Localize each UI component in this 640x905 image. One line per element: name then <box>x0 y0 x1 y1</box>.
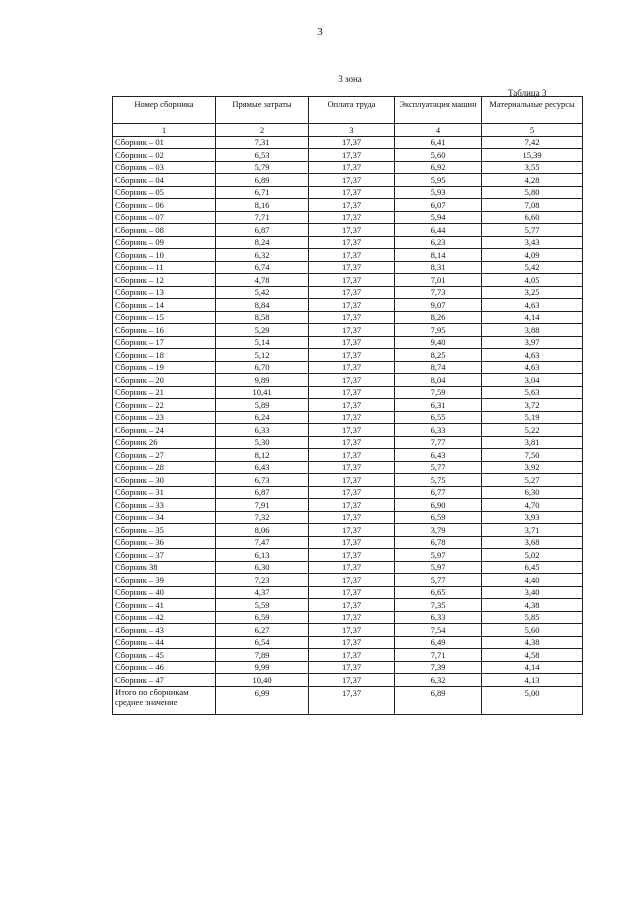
direct-costs-cell: 5,12 <box>216 349 309 362</box>
header-collection-number: Номер сборника <box>113 97 216 124</box>
labor-payment-cell: 17,37 <box>309 336 395 349</box>
machine-operation-cell: 8,25 <box>395 349 482 362</box>
material-resources-cell: 4,70 <box>482 499 583 512</box>
machine-operation-cell: 6,55 <box>395 411 482 424</box>
table-row <box>113 286 583 299</box>
labor-payment-cell: 17,37 <box>309 524 395 537</box>
labor-payment-cell: 17,37 <box>309 499 395 512</box>
table-row <box>113 336 583 349</box>
collection-name-cell: Сборник – 44 <box>113 636 216 649</box>
table-row <box>113 411 583 424</box>
direct-costs-cell: 6,74 <box>216 261 309 274</box>
material-resources-cell: 5,19 <box>482 411 583 424</box>
collection-name-cell: Сборник – 17 <box>113 336 216 349</box>
collection-name-cell: Сборник – 24 <box>113 424 216 437</box>
machine-operation-cell: 8,74 <box>395 361 482 374</box>
machine-operation-cell: 6,49 <box>395 636 482 649</box>
material-resources-cell: 5,60 <box>482 624 583 637</box>
machine-operation-cell: 5,60 <box>395 149 482 162</box>
total-material-resources: 5,00 <box>482 686 583 714</box>
material-resources-cell: 15,39 <box>482 149 583 162</box>
table-row <box>113 174 583 187</box>
total-label: Итого по сборникам среднее значение <box>113 686 216 714</box>
material-resources-cell: 4,09 <box>482 249 583 262</box>
collection-name-cell: Сборник – 36 <box>113 536 216 549</box>
collection-name-cell: Сборник – 46 <box>113 661 216 674</box>
material-resources-cell: 7,50 <box>482 449 583 462</box>
labor-payment-cell: 17,37 <box>309 161 395 174</box>
material-resources-cell: 6,45 <box>482 561 583 574</box>
table-row <box>113 186 583 199</box>
labor-payment-cell: 17,37 <box>309 661 395 674</box>
table-row <box>113 311 583 324</box>
direct-costs-cell: 5,14 <box>216 336 309 349</box>
material-resources-cell: 3,68 <box>482 536 583 549</box>
machine-operation-cell: 7,39 <box>395 661 482 674</box>
machine-operation-cell: 7,73 <box>395 286 482 299</box>
table-row <box>113 561 583 574</box>
table-row <box>113 374 583 387</box>
material-resources-cell: 4,58 <box>482 649 583 662</box>
table-row <box>113 536 583 549</box>
total-row <box>113 686 583 714</box>
labor-payment-cell: 17,37 <box>309 424 395 437</box>
material-resources-cell: 3,81 <box>482 436 583 449</box>
table-row <box>113 436 583 449</box>
labor-payment-cell: 17,37 <box>309 436 395 449</box>
direct-costs-cell: 8,58 <box>216 311 309 324</box>
collection-name-cell: Сборник – 35 <box>113 524 216 537</box>
table-row <box>113 161 583 174</box>
table-row <box>113 386 583 399</box>
table-row <box>113 261 583 274</box>
material-resources-cell: 3,25 <box>482 286 583 299</box>
direct-costs-cell: 6,89 <box>216 174 309 187</box>
labor-payment-cell: 17,37 <box>309 199 395 212</box>
direct-costs-cell: 6,32 <box>216 249 309 262</box>
table-row <box>113 674 583 687</box>
direct-costs-cell: 6,43 <box>216 461 309 474</box>
labor-payment-cell: 17,37 <box>309 361 395 374</box>
collection-name-cell: Сборник – 45 <box>113 649 216 662</box>
table-row <box>113 486 583 499</box>
direct-costs-cell: 6,13 <box>216 549 309 562</box>
material-resources-cell: 4,05 <box>482 274 583 287</box>
labor-payment-cell: 17,37 <box>309 149 395 162</box>
machine-operation-cell: 5,95 <box>395 174 482 187</box>
machine-operation-cell: 7,35 <box>395 599 482 612</box>
collection-name-cell: Сборник – 03 <box>113 161 216 174</box>
collection-name-cell: Сборник – 34 <box>113 511 216 524</box>
table-row <box>113 211 583 224</box>
header-direct-costs: Прямые затраты <box>216 97 309 124</box>
collection-name-cell: Сборник – 23 <box>113 411 216 424</box>
header-machine-operation: Эксплуатация машин <box>395 97 482 124</box>
material-resources-cell: 7,08 <box>482 199 583 212</box>
material-resources-cell: 5,63 <box>482 386 583 399</box>
material-resources-cell: 4,13 <box>482 674 583 687</box>
direct-costs-cell: 6,53 <box>216 149 309 162</box>
direct-costs-cell: 5,79 <box>216 161 309 174</box>
labor-payment-cell: 17,37 <box>309 674 395 687</box>
header-labor-payment: Оплата труда <box>309 97 395 124</box>
table-row <box>113 649 583 662</box>
labor-payment-cell: 17,37 <box>309 611 395 624</box>
total-direct-costs: 6,99 <box>216 686 309 714</box>
table-row <box>113 236 583 249</box>
machine-operation-cell: 6,33 <box>395 424 482 437</box>
material-resources-cell: 3,71 <box>482 524 583 537</box>
labor-payment-cell: 17,37 <box>309 624 395 637</box>
collection-name-cell: Сборник – 14 <box>113 299 216 312</box>
labor-payment-cell: 17,37 <box>309 386 395 399</box>
machine-operation-cell: 5,97 <box>395 561 482 574</box>
machine-operation-cell: 6,33 <box>395 611 482 624</box>
labor-payment-cell: 17,37 <box>309 474 395 487</box>
zone-title: 3 зона <box>338 74 362 84</box>
collection-name-cell: Сборник – 21 <box>113 386 216 399</box>
direct-costs-cell: 6,33 <box>216 424 309 437</box>
material-resources-cell: 4,14 <box>482 661 583 674</box>
data-table <box>112 96 583 715</box>
table-row <box>113 661 583 674</box>
direct-costs-cell: 9,99 <box>216 661 309 674</box>
collection-name-cell: Сборник – 08 <box>113 224 216 237</box>
table-row <box>113 586 583 599</box>
collection-name-cell: Сборник 38 <box>113 561 216 574</box>
table-row <box>113 399 583 412</box>
labor-payment-cell: 17,37 <box>309 399 395 412</box>
material-resources-cell: 3,04 <box>482 374 583 387</box>
table-row <box>113 249 583 262</box>
direct-costs-cell: 7,47 <box>216 536 309 549</box>
machine-operation-cell: 5,77 <box>395 461 482 474</box>
table-row <box>113 636 583 649</box>
column-number: 3 <box>309 124 395 137</box>
direct-costs-cell: 8,12 <box>216 449 309 462</box>
labor-payment-cell: 17,37 <box>309 211 395 224</box>
collection-name-cell: Сборник – 15 <box>113 311 216 324</box>
machine-operation-cell: 6,23 <box>395 236 482 249</box>
table-row <box>113 574 583 587</box>
direct-costs-cell: 7,89 <box>216 649 309 662</box>
direct-costs-cell: 9,89 <box>216 374 309 387</box>
collection-name-cell: Сборник – 06 <box>113 199 216 212</box>
labor-payment-cell: 17,37 <box>309 324 395 337</box>
machine-operation-cell: 6,59 <box>395 511 482 524</box>
table-row <box>113 274 583 287</box>
collection-name-cell: Сборник – 05 <box>113 186 216 199</box>
direct-costs-cell: 6,27 <box>216 624 309 637</box>
collection-name-cell: Сборник – 28 <box>113 461 216 474</box>
collection-name-cell: Сборник – 09 <box>113 236 216 249</box>
material-resources-cell: 3,93 <box>482 511 583 524</box>
table-row <box>113 624 583 637</box>
direct-costs-cell: 5,42 <box>216 286 309 299</box>
machine-operation-cell: 6,92 <box>395 161 482 174</box>
material-resources-cell: 7,42 <box>482 136 583 149</box>
machine-operation-cell: 8,26 <box>395 311 482 324</box>
labor-payment-cell: 17,37 <box>309 536 395 549</box>
machine-operation-cell: 6,41 <box>395 136 482 149</box>
material-resources-cell: 3,88 <box>482 324 583 337</box>
table-row <box>113 511 583 524</box>
machine-operation-cell: 6,65 <box>395 586 482 599</box>
collection-name-cell: Сборник – 27 <box>113 449 216 462</box>
collection-name-cell: Сборник – 01 <box>113 136 216 149</box>
machine-operation-cell: 5,93 <box>395 186 482 199</box>
collection-name-cell: Сборник – 40 <box>113 586 216 599</box>
material-resources-cell: 4,40 <box>482 574 583 587</box>
direct-costs-cell: 7,91 <box>216 499 309 512</box>
machine-operation-cell: 5,97 <box>395 549 482 562</box>
table-row <box>113 449 583 462</box>
material-resources-cell: 5,80 <box>482 186 583 199</box>
labor-payment-cell: 17,37 <box>309 574 395 587</box>
machine-operation-cell: 8,14 <box>395 249 482 262</box>
table-row <box>113 474 583 487</box>
material-resources-cell: 6,30 <box>482 486 583 499</box>
machine-operation-cell: 8,31 <box>395 261 482 274</box>
labor-payment-cell: 17,37 <box>309 286 395 299</box>
machine-operation-cell: 7,01 <box>395 274 482 287</box>
labor-payment-cell: 17,37 <box>309 599 395 612</box>
direct-costs-cell: 6,71 <box>216 186 309 199</box>
table-row <box>113 149 583 162</box>
column-number: 2 <box>216 124 309 137</box>
direct-costs-cell: 6,87 <box>216 486 309 499</box>
collection-name-cell: Сборник – 37 <box>113 549 216 562</box>
material-resources-cell: 5,27 <box>482 474 583 487</box>
table-row <box>113 461 583 474</box>
table-row <box>113 299 583 312</box>
labor-payment-cell: 17,37 <box>309 411 395 424</box>
page-number: 3 <box>317 26 323 38</box>
direct-costs-cell: 5,29 <box>216 324 309 337</box>
column-number: 5 <box>482 124 583 137</box>
material-resources-cell: 3,92 <box>482 461 583 474</box>
labor-payment-cell: 17,37 <box>309 461 395 474</box>
collection-name-cell: Сборник – 20 <box>113 374 216 387</box>
direct-costs-cell: 8,84 <box>216 299 309 312</box>
collection-name-cell: Сборник – 16 <box>113 324 216 337</box>
collection-name-cell: Сборник – 30 <box>113 474 216 487</box>
collection-name-cell: Сборник – 41 <box>113 599 216 612</box>
direct-costs-cell: 8,06 <box>216 524 309 537</box>
column-number-row <box>113 124 583 137</box>
direct-costs-cell: 7,31 <box>216 136 309 149</box>
header-material-resources: Материальные ресурсы <box>482 97 583 124</box>
table-row <box>113 324 583 337</box>
labor-payment-cell: 17,37 <box>309 636 395 649</box>
material-resources-cell: 4,63 <box>482 299 583 312</box>
material-resources-cell: 4,28 <box>482 174 583 187</box>
direct-costs-cell: 6,54 <box>216 636 309 649</box>
table-row <box>113 349 583 362</box>
labor-payment-cell: 17,37 <box>309 561 395 574</box>
direct-costs-cell: 6,30 <box>216 561 309 574</box>
machine-operation-cell: 5,94 <box>395 211 482 224</box>
collection-name-cell: Сборник – 42 <box>113 611 216 624</box>
labor-payment-cell: 17,37 <box>309 236 395 249</box>
machine-operation-cell: 6,43 <box>395 449 482 462</box>
collection-name-cell: Сборник – 13 <box>113 286 216 299</box>
direct-costs-cell: 5,59 <box>216 599 309 612</box>
labor-payment-cell: 17,37 <box>309 136 395 149</box>
column-number: 1 <box>113 124 216 137</box>
table-row <box>113 524 583 537</box>
material-resources-cell: 4,38 <box>482 636 583 649</box>
labor-payment-cell: 17,37 <box>309 186 395 199</box>
table-row <box>113 499 583 512</box>
collection-name-cell: Сборник – 39 <box>113 574 216 587</box>
labor-payment-cell: 17,37 <box>309 274 395 287</box>
machine-operation-cell: 7,95 <box>395 324 482 337</box>
machine-operation-cell: 6,32 <box>395 674 482 687</box>
collection-name-cell: Сборник – 07 <box>113 211 216 224</box>
direct-costs-cell: 6,87 <box>216 224 309 237</box>
table-row <box>113 361 583 374</box>
material-resources-cell: 4,14 <box>482 311 583 324</box>
labor-payment-cell: 17,37 <box>309 549 395 562</box>
table-row <box>113 424 583 437</box>
collection-name-cell: Сборник – 47 <box>113 674 216 687</box>
direct-costs-cell: 8,16 <box>216 199 309 212</box>
collection-name-cell: Сборник – 22 <box>113 399 216 412</box>
material-resources-cell: 3,72 <box>482 399 583 412</box>
labor-payment-cell: 17,37 <box>309 349 395 362</box>
labor-payment-cell: 17,37 <box>309 174 395 187</box>
collection-name-cell: Сборник – 02 <box>113 149 216 162</box>
labor-payment-cell: 17,37 <box>309 311 395 324</box>
collection-name-cell: Сборник – 31 <box>113 486 216 499</box>
machine-operation-cell: 5,75 <box>395 474 482 487</box>
table-caption: Таблица 3 <box>508 88 547 98</box>
collection-name-cell: Сборник – 10 <box>113 249 216 262</box>
machine-operation-cell: 5,77 <box>395 574 482 587</box>
machine-operation-cell: 6,78 <box>395 536 482 549</box>
table-body <box>113 136 583 686</box>
machine-operation-cell: 9,40 <box>395 336 482 349</box>
machine-operation-cell: 9,07 <box>395 299 482 312</box>
direct-costs-cell: 10,40 <box>216 674 309 687</box>
table-row <box>113 136 583 149</box>
material-resources-cell: 5,02 <box>482 549 583 562</box>
direct-costs-cell: 8,24 <box>216 236 309 249</box>
machine-operation-cell: 8,04 <box>395 374 482 387</box>
collection-name-cell: Сборник – 04 <box>113 174 216 187</box>
labor-payment-cell: 17,37 <box>309 249 395 262</box>
table-row <box>113 599 583 612</box>
direct-costs-cell: 6,70 <box>216 361 309 374</box>
collection-name-cell: Сборник – 19 <box>113 361 216 374</box>
collection-name-cell: Сборник 26 <box>113 436 216 449</box>
machine-operation-cell: 6,31 <box>395 399 482 412</box>
machine-operation-cell: 3,79 <box>395 524 482 537</box>
labor-payment-cell: 17,37 <box>309 649 395 662</box>
labor-payment-cell: 17,37 <box>309 586 395 599</box>
material-resources-cell: 3,40 <box>482 586 583 599</box>
machine-operation-cell: 6,77 <box>395 486 482 499</box>
table-row <box>113 224 583 237</box>
direct-costs-cell: 4,78 <box>216 274 309 287</box>
labor-payment-cell: 17,37 <box>309 449 395 462</box>
material-resources-cell: 6,60 <box>482 211 583 224</box>
collection-name-cell: Сборник – 33 <box>113 499 216 512</box>
table-row <box>113 611 583 624</box>
material-resources-cell: 5,42 <box>482 261 583 274</box>
direct-costs-cell: 7,71 <box>216 211 309 224</box>
collection-name-cell: Сборник – 11 <box>113 261 216 274</box>
collection-name-cell: Сборник – 18 <box>113 349 216 362</box>
material-resources-cell: 4,38 <box>482 599 583 612</box>
direct-costs-cell: 6,59 <box>216 611 309 624</box>
machine-operation-cell: 6,07 <box>395 199 482 212</box>
material-resources-cell: 5,77 <box>482 224 583 237</box>
material-resources-cell: 3,55 <box>482 161 583 174</box>
direct-costs-cell: 7,32 <box>216 511 309 524</box>
material-resources-cell: 5,22 <box>482 424 583 437</box>
machine-operation-cell: 7,54 <box>395 624 482 637</box>
labor-payment-cell: 17,37 <box>309 486 395 499</box>
table-row <box>113 549 583 562</box>
direct-costs-cell: 6,24 <box>216 411 309 424</box>
material-resources-cell: 4,63 <box>482 349 583 362</box>
table-row <box>113 199 583 212</box>
machine-operation-cell: 7,77 <box>395 436 482 449</box>
labor-payment-cell: 17,37 <box>309 224 395 237</box>
machine-operation-cell: 7,71 <box>395 649 482 662</box>
labor-payment-cell: 17,37 <box>309 299 395 312</box>
material-resources-cell: 3,97 <box>482 336 583 349</box>
total-labor-payment: 17,37 <box>309 686 395 714</box>
column-number: 4 <box>395 124 482 137</box>
machine-operation-cell: 7,59 <box>395 386 482 399</box>
collection-name-cell: Сборник – 12 <box>113 274 216 287</box>
labor-payment-cell: 17,37 <box>309 511 395 524</box>
machine-operation-cell: 6,44 <box>395 224 482 237</box>
labor-payment-cell: 17,37 <box>309 374 395 387</box>
direct-costs-cell: 7,23 <box>216 574 309 587</box>
material-resources-cell: 3,43 <box>482 236 583 249</box>
direct-costs-cell: 6,73 <box>216 474 309 487</box>
collection-name-cell: Сборник – 43 <box>113 624 216 637</box>
labor-payment-cell: 17,37 <box>309 261 395 274</box>
direct-costs-cell: 10,41 <box>216 386 309 399</box>
direct-costs-cell: 5,30 <box>216 436 309 449</box>
material-resources-cell: 4,63 <box>482 361 583 374</box>
direct-costs-cell: 5,89 <box>216 399 309 412</box>
machine-operation-cell: 6,90 <box>395 499 482 512</box>
material-resources-cell: 5,85 <box>482 611 583 624</box>
header-row <box>113 97 583 124</box>
total-machine-operation: 6,89 <box>395 686 482 714</box>
direct-costs-cell: 4,37 <box>216 586 309 599</box>
